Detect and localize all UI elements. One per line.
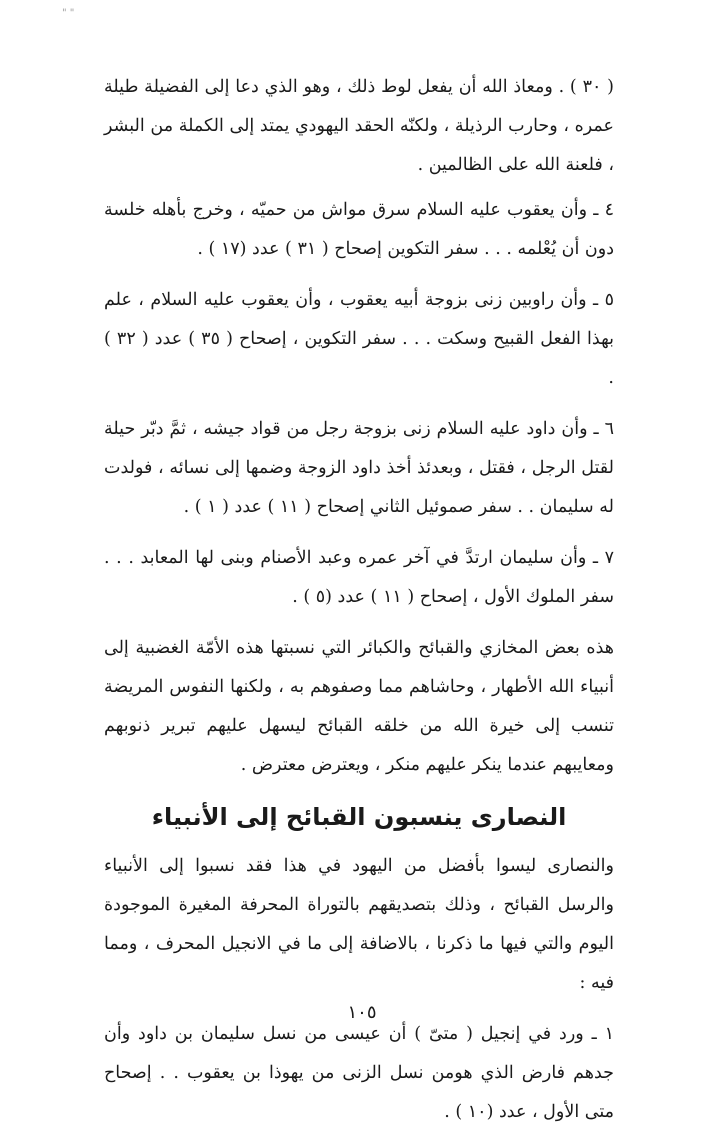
paragraph-christians: والنصارى ليسوا بأفضل من اليهود في هذا فقد نسبوا إلى الأنبياء والرسل القبائح ، وذلك بتصديقهم بالتوراة المحرفة المغيرة الموجودة اليوم والتي فيها ما ذكرنا ، بالاضافة إلى ما في الانجيل المحرف ، ومما فيه : [104, 856, 614, 993]
section-heading: النصارى ينسبون القبائح إلى الأنبياء [151, 803, 567, 831]
paragraph-lot: ( ٣٠ ) . ومعاذ الله أن يفعل لوط ذلك ، وهو الذي دعا إلى الفضيلة طيلة عمره ، وحارب الرذيلة ، ولكنّه الحقد اليهودي يمتد إلى الكملة من البشر ، فلعنة الله على الظالمين . [104, 77, 615, 175]
page-number: ١٠٥ [347, 1002, 377, 1023]
paragraph-item-1: ١ ـ ورد في إنجيل ( متىّ ) أن عيسى من نسل سليمان بن داود وأن جدهم فارض الذي هومن نسل الزنى من يهوذا بن يعقوب . . إصحاح متى الأول ، عدد (١٠ ) . [104, 1024, 614, 1122]
paragraph-summary: هذه بعض المخازي والقبائح والكبائر التي نسبتها هذه الأمّة الغضبية إلى أنبياء الله الأطهار ، وحاشاهم مما وصفوهم به ، ولكنها النفوس المريضة تنسب إلى خيرة الله من خلقه القبائح ليسهل عليهم تبرير ذنوبهم ومعايبهم عندما ينكر عليهم منكر ، ويعترض معترض . [104, 638, 614, 775]
paragraph-item-5: ٥ ـ وأن راوبين زنى بزوجة أبيه يعقوب ، وأن يعقوب عليه السلام ، علم بهذا الفعل القبيح وسكت . . . سفر التكوين ، إصحاح ( ٣٥ ) عدد ( ٣٢ ) . [104, 290, 615, 388]
paragraph-item-4: ٤ ـ وأن يعقوب عليه السلام سرق مواش من حميّه ، وخرج بأهله خلسة دون أن يُعْلمه . . . سفر التكوين إصحاح ( ٣١ ) عدد (١٧ ) . [104, 200, 614, 259]
corner-mark: " " [62, 8, 75, 19]
paragraph-item-6: ٦ ـ وأن داود عليه السلام زنى بزوجة رجل من قواد جيشه ، ثمَّ دبّر حيلة لقتل الرجل ، فقتل ، وبعدئذ أخذ داود الزوجة وضمها إلى نسائه ، فولدت له سليمان . . سفر صموئيل الثاني إصحاح ( ١١ ) عدد ( ١ ) . [104, 419, 614, 517]
paragraph-item-7: ٧ ـ وأن سليمان ارتدَّ في آخر عمره وعبد الأصنام وبنى لها المعابد . . . سفر الملوك الأول ، إصحاح ( ١١ ) عدد (٥ ) . [104, 548, 614, 607]
